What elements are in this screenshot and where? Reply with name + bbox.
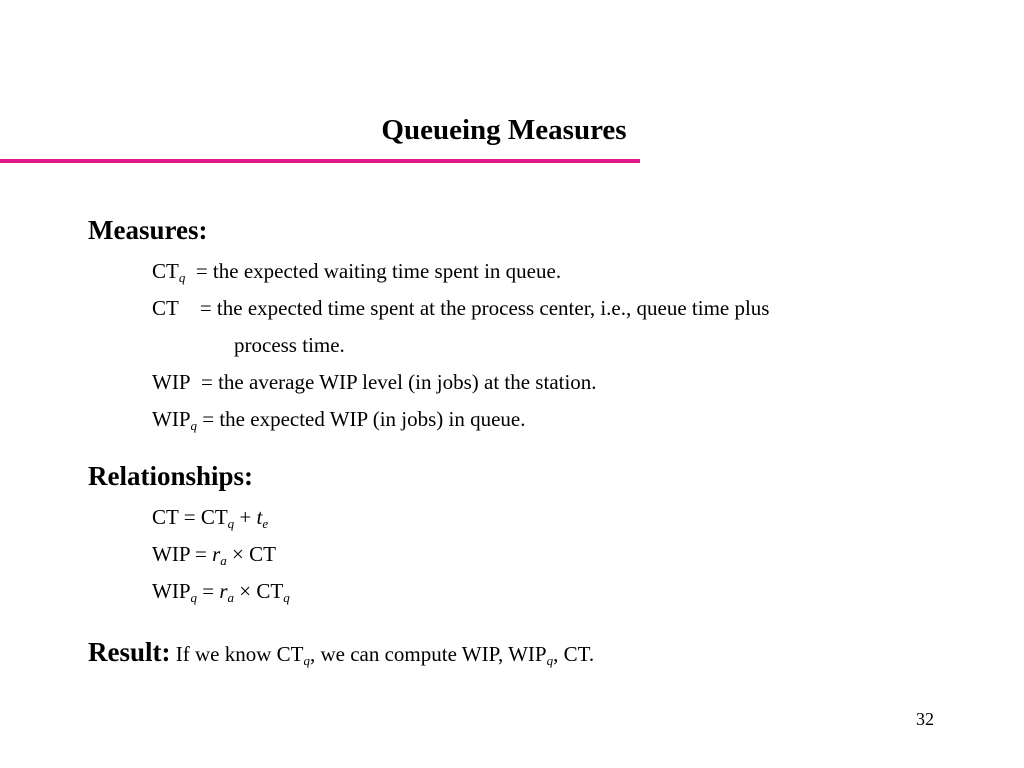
plus-operator: + (234, 505, 257, 529)
slide-title: Queueing Measures (381, 114, 627, 146)
wip-term: WIP (508, 642, 547, 666)
result-text (171, 642, 595, 666)
wip-term: WIP (152, 579, 191, 603)
q-subscript: q (303, 653, 310, 668)
ct-term: CT (256, 579, 284, 603)
wip-definition: = the average WIP level (in jobs) at the station. (195, 370, 597, 394)
relationship-wipq (152, 577, 290, 605)
page-number: 32 (916, 709, 934, 729)
equals-operator: = (197, 579, 220, 603)
definition-ct (152, 294, 769, 322)
ct-term: CT (249, 542, 276, 566)
wipq-symbol: WIP (152, 407, 191, 431)
relationship-wip (152, 540, 276, 568)
ct-definition: = the expected time spent at the process center, i.e., queue time plus (194, 296, 770, 320)
ctq-subscript: q (178, 270, 186, 285)
measures-heading: Measures: (88, 215, 208, 245)
q-subscript: q (283, 590, 290, 605)
te-term: t (256, 505, 263, 529)
result-statement (88, 634, 594, 675)
relationships-heading: Relationships: (88, 461, 254, 491)
e-subscript: e (262, 516, 269, 531)
times-operator: × (234, 579, 257, 603)
result-heading: Result: (88, 637, 171, 667)
result-text-part: , CT. (553, 642, 595, 666)
wipq-definition: = the expected WIP (in jobs) in queue. (197, 407, 526, 431)
equation-lhs: CT = (152, 505, 201, 529)
q-subscript: q (190, 590, 197, 605)
relationship-ct (152, 503, 268, 531)
a-subscript: a (220, 553, 227, 568)
ctq-definition: = the expected waiting time spent in queue. (190, 259, 562, 283)
result-text-part: , we can compute WIP, (309, 642, 509, 666)
equation-lhs: WIP = (152, 542, 213, 566)
ra-term: r (212, 542, 221, 566)
a-subscript: a (227, 590, 235, 605)
wipq-subscript: q (190, 418, 197, 433)
ctq-symbol: CT (152, 259, 179, 283)
ct-term: CT (276, 642, 304, 666)
q-subscript: q (227, 516, 235, 531)
ra-term: r (219, 579, 228, 603)
definition-wip (152, 368, 597, 396)
definition-wipq (152, 405, 526, 433)
times-operator: × (226, 542, 250, 566)
title-underline (0, 159, 640, 163)
ct-symbol: CT (152, 296, 179, 320)
wip-symbol: WIP (152, 370, 191, 394)
result-text-part: If we know (170, 642, 277, 666)
definition-ctq (152, 257, 561, 285)
ct-term: CT (200, 505, 228, 529)
q-subscript: q (546, 653, 554, 668)
definition-ct-continued: process time. (234, 333, 345, 357)
